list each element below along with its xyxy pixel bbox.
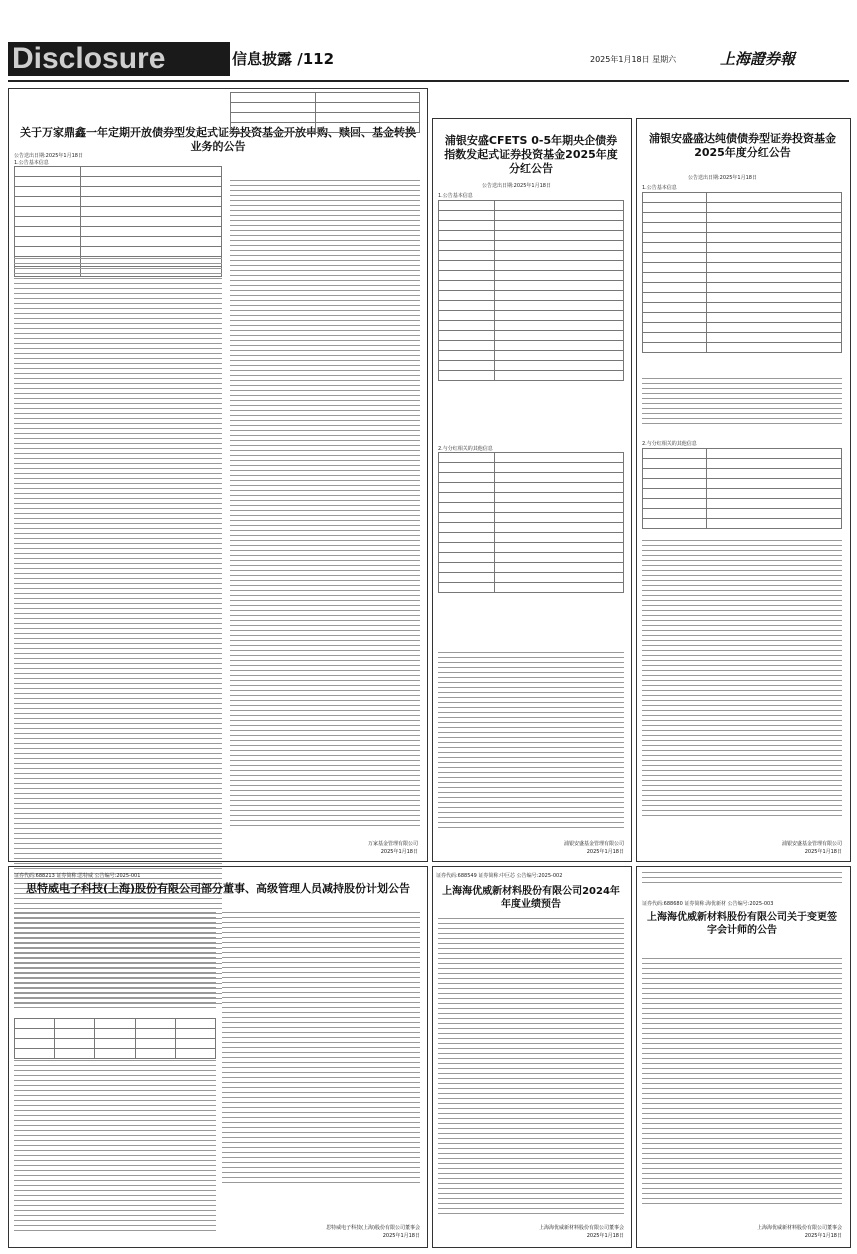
article-wanjia-sig-date: 2025年1月18日 [380, 849, 418, 855]
article-haiyou-forecast-signature: 上海海优威新材料股份有限公司董事会 [538, 1225, 624, 1231]
article-sitewei-table [14, 1018, 216, 1059]
article-cfets-section1: 1.公告基本信息 [438, 193, 473, 199]
article-shengda-section2: 2.与分红相关的其他信息 [642, 441, 697, 447]
article-shengda-date: 公告送出日期:2025年1月18日 [688, 175, 757, 181]
article-cfets-date: 公告送出日期:2025年1月18日 [482, 183, 551, 189]
article-shengda-sig-date: 2025年1月18日 [804, 849, 842, 855]
article-cfets-title: 浦银安盛CFETS 0-5年期央企债券指数发起式证券投资基金2025年度分红公告 [444, 134, 618, 175]
disclosure-banner: Disclosure [8, 42, 230, 76]
article-sitewei-body-left [14, 912, 216, 1012]
article-sitewei-code: 证券代码:688213 证券简称:思特威 公告编号:2025-001 [14, 873, 141, 879]
article-cfets-table [438, 200, 624, 381]
article-haiyou-forecast-title: 上海海优威新材料股份有限公司2024年年度业绩预告 [442, 886, 620, 910]
article-wanjia-signature: 万家基金管理有限公司 [367, 841, 418, 847]
article-haiyou-auditor-body [642, 958, 842, 1208]
article-haiyou-forecast-sig-date: 2025年1月18日 [586, 1233, 624, 1239]
article-haiyou-auditor-signature: 上海海优威新材料股份有限公司董事会 [756, 1225, 842, 1231]
article-wanjia-title: 关于万家鼎鑫一年定期开放债券型发起式证券投资基金开放申购、赎回、基金转换业务的公告 [20, 126, 416, 153]
article-shengda-title: 浦银安盛盛达纯债债券型证券投资基金2025年度分红公告 [649, 132, 836, 159]
article-wanjia-body-right [230, 180, 420, 830]
article-wanjia-section: 1.公告基本信息 [14, 160, 49, 166]
issue-date: 2025年1月18日 星期六 [590, 55, 677, 64]
article-cfets-sig-date: 2025年1月18日 [586, 849, 624, 855]
article-wanjia-date: 公告送出日期:2025年1月18日 [14, 153, 83, 159]
article-haiyou-auditor-code: 证券代码:688680 证券简称:海优新材 公告编号:2025-003 [642, 901, 774, 907]
article-shengda-table2 [642, 448, 842, 529]
article-sitewei-title: 思特威电子科技(上海)股份有限公司部分董事、高级管理人员减持股份计划公告 [25, 882, 411, 895]
article-sitewei-body-left2 [14, 1060, 216, 1235]
section-title: 信息披露 /112 [232, 50, 335, 68]
article-shengda-table [642, 192, 842, 353]
article-wanjia-top-table [230, 92, 420, 133]
article-cfets-signature: 浦银安盛基金管理有限公司 [563, 841, 624, 847]
article-shengda-signature: 浦银安盛基金管理有限公司 [781, 841, 842, 847]
header-rule [8, 80, 849, 82]
article-sitewei-body-right [222, 912, 420, 1187]
article-haiyou-auditor-sig-date: 2025年1月18日 [804, 1233, 842, 1239]
article-cfets-section2: 2.与分红相关的其他信息 [438, 446, 493, 452]
article-haiyou-forecast-body [438, 918, 624, 1218]
article-cfets-table2 [438, 452, 624, 593]
newspaper-logo: 上海證券報 [720, 50, 796, 68]
article-shengda-body [642, 540, 842, 820]
article-cfets-body [438, 652, 624, 832]
article-haiyou-auditor-top [642, 872, 842, 887]
article-sitewei-signature: 思特威电子科技(上海)股份有限公司董事会 [326, 1225, 420, 1231]
article-sitewei-sig-date: 2025年1月18日 [382, 1233, 420, 1239]
article-haiyou-forecast-code: 证券代码:688549 证券简称:中巨芯 公告编号:2025-002 [436, 873, 563, 879]
article-shengda-section1: 1.公告基本信息 [642, 185, 677, 191]
article-shengda-notes [642, 378, 842, 428]
page-header [0, 0, 857, 88]
article-haiyou-auditor-title: 上海海优威新材料股份有限公司关于变更签字会计师的公告 [647, 912, 837, 936]
